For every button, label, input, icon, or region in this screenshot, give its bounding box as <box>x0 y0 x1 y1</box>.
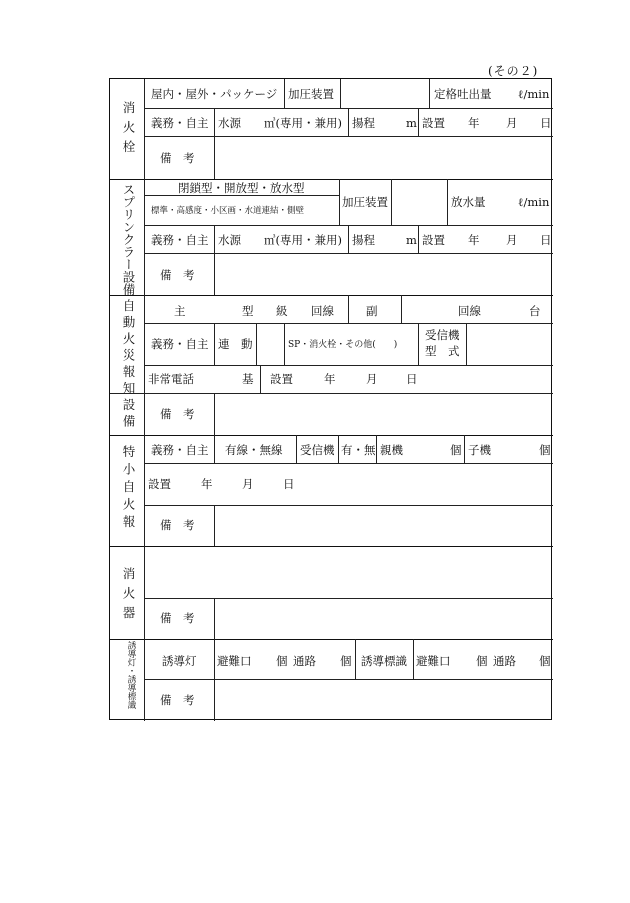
guide-pcs2: 個 <box>340 654 352 668</box>
guide-sign: 誘導標識 <box>361 654 407 668</box>
guide-pcs4: 個 <box>539 654 551 668</box>
small-alarm-receiver: 受信機 <box>300 443 335 457</box>
hydrant-m: m <box>406 116 417 130</box>
small-alarm-yesno: 有・無 <box>341 443 376 457</box>
sprinkler-m: m <box>406 233 417 247</box>
guide-pcs1: 個 <box>276 654 288 668</box>
sprinkler-unit: ℓ/min <box>518 195 550 209</box>
fire-alarm-main: 主 <box>174 304 186 318</box>
guide-passage1: 通路 <box>293 654 316 668</box>
fire-alarm-circuits2: 回線 <box>458 304 481 318</box>
guide-remarks-label: 備 考 <box>160 693 195 707</box>
fire-alarm-circuits: 回線 <box>311 304 334 318</box>
fire-alarm-installed: 設置 <box>270 372 293 386</box>
guide-light: 誘導灯 <box>162 654 197 668</box>
hydrant-capacity: ㎥(専用・兼用) <box>264 116 342 130</box>
fire-alarm-year: 年 <box>324 372 336 386</box>
sprinkler-head-type: 閉鎖型・開放型・放水型 <box>178 181 305 195</box>
sprinkler-head: 揚程 <box>352 233 375 247</box>
hydrant-rated-output: 定格吐出量 <box>434 87 492 101</box>
fire-alarm-units: 台 <box>529 304 541 318</box>
small-alarm-remarks-label: 備 考 <box>160 518 195 532</box>
fire-alarm-receiver-model: 型 式 <box>425 344 460 358</box>
guide-title: 誘導灯・誘導標識 <box>126 641 136 709</box>
hydrant-unit: ℓ/min <box>518 87 550 101</box>
sprinkler-year: 年 <box>468 233 480 247</box>
hydrant-type: 屋内・屋外・パッケージ <box>151 87 278 101</box>
small-alarm-month: 月 <box>242 477 254 491</box>
fire-alarm-title: 自動火災報知設備 <box>121 299 136 431</box>
hydrant-installed: 設置 <box>422 116 445 130</box>
fire-alarm-day: 日 <box>406 372 418 386</box>
sprinkler-discharge: 放水量 <box>451 195 486 209</box>
hydrant-day: 日 <box>540 116 552 130</box>
small-alarm-installed: 設置 <box>148 477 171 491</box>
hydrant-water-source: 水源 <box>218 116 241 130</box>
fire-alarm-link-options: SP・消火栓・その他( ) <box>288 340 398 350</box>
sprinkler-pump: 加圧装置 <box>342 195 388 209</box>
sprinkler-sensitivity: 標準・高感度・小区画・水道連結・側壁 <box>151 206 305 216</box>
sprinkler-installed: 設置 <box>422 233 445 247</box>
equipment-form-sheet <box>109 78 552 720</box>
guide-exit2: 避難口 <box>416 654 451 668</box>
fire-alarm-phone-base: 基 <box>242 372 254 386</box>
small-alarm-pcs1: 個 <box>450 443 462 457</box>
fire-alarm-model: 型 <box>242 304 254 318</box>
fire-alarm-obligation: 義務・自主 <box>151 337 209 351</box>
hydrant-obligation: 義務・自主 <box>151 116 209 130</box>
small-alarm-wired: 有線・無線 <box>225 443 283 457</box>
small-alarm-pcs2: 個 <box>539 443 551 457</box>
small-alarm-child: 子機 <box>468 443 491 457</box>
hydrant-month: 月 <box>506 116 518 130</box>
small-alarm-obligation: 義務・自主 <box>151 443 209 457</box>
page-number: (その２) <box>488 64 539 78</box>
guide-exit1: 避難口 <box>217 654 252 668</box>
sprinkler-day: 日 <box>540 233 552 247</box>
small-alarm-title: 特小自火報 <box>121 445 136 533</box>
fire-alarm-grade: 級 <box>276 304 288 318</box>
hydrant-title: 消火栓 <box>121 101 136 160</box>
guide-passage2: 通路 <box>493 654 516 668</box>
fire-alarm-month: 月 <box>366 372 378 386</box>
guide-pcs3: 個 <box>476 654 488 668</box>
sprinkler-title: スプリンクラー設備 <box>121 183 136 296</box>
sprinkler-month: 月 <box>506 233 518 247</box>
fire-alarm-link: 連 動 <box>218 337 253 351</box>
extinguisher-remarks-label: 備 考 <box>160 611 195 625</box>
fire-alarm-remarks-label: 備 考 <box>160 407 195 421</box>
small-alarm-parent: 親機 <box>380 443 403 457</box>
hydrant-year: 年 <box>468 116 480 130</box>
fire-alarm-sub: 副 <box>366 304 378 318</box>
hydrant-remarks-label: 備 考 <box>160 151 195 165</box>
fire-alarm-receiver: 受信機 <box>425 328 460 342</box>
sprinkler-remarks-label: 備 考 <box>160 268 195 282</box>
hydrant-pump: 加圧装置 <box>288 87 334 101</box>
extinguisher-title: 消火器 <box>121 567 136 626</box>
small-alarm-day: 日 <box>283 477 295 491</box>
hydrant-head: 揚程 <box>352 116 375 130</box>
sprinkler-capacity: ㎥(専用・兼用) <box>264 233 342 247</box>
fire-alarm-emergency-phone: 非常電話 <box>148 372 194 386</box>
sprinkler-obligation: 義務・自主 <box>151 233 209 247</box>
small-alarm-year: 年 <box>201 477 213 491</box>
sprinkler-water-source: 水源 <box>218 233 241 247</box>
